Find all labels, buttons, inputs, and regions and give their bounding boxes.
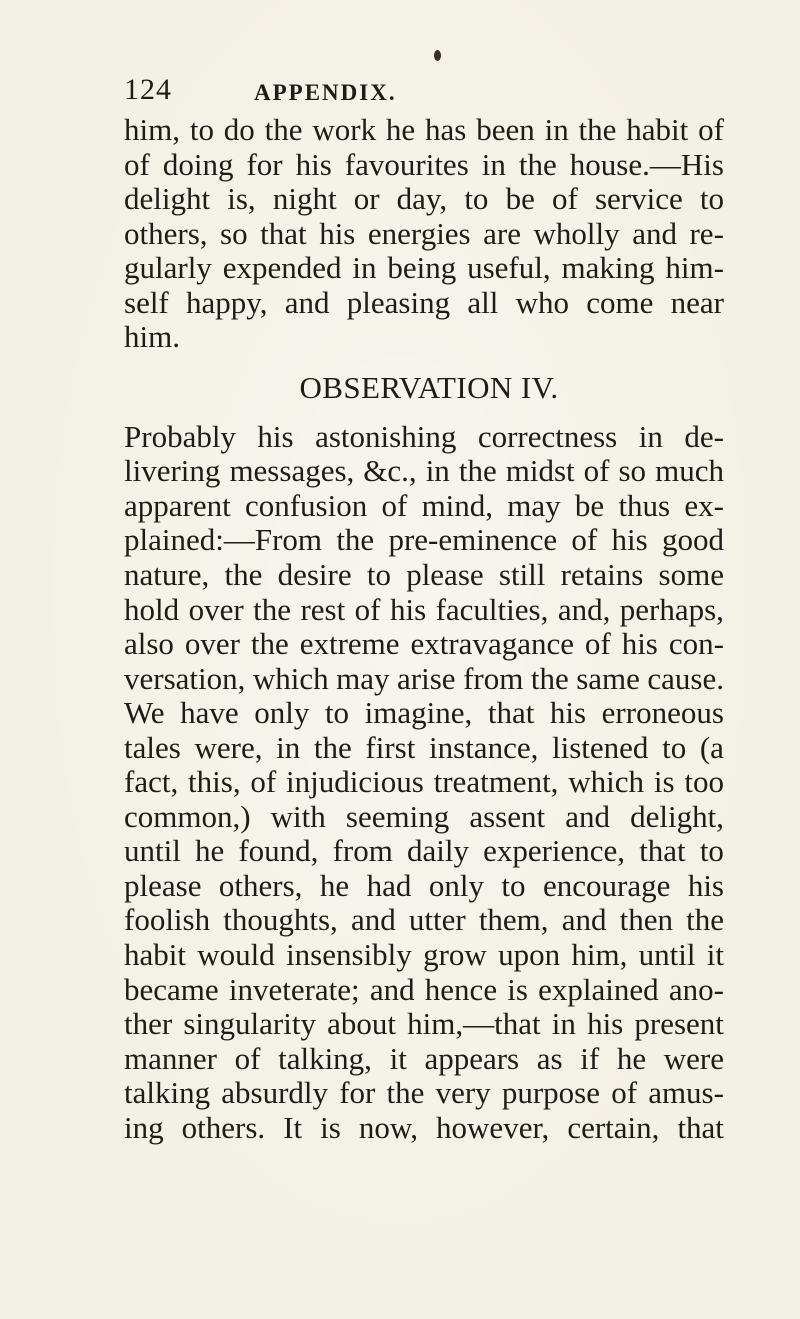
text-word: him,—that [407,1006,541,1042]
text-word: in [544,112,569,147]
text-word: his [389,591,427,627]
text-line [124,1007,724,1042]
paragraph-continuation [124,113,724,355]
text-word: amus- [648,1075,724,1111]
text-word: present [634,1006,724,1042]
text-word: talking, [278,1040,372,1076]
text-line [124,217,724,252]
text-word: perhaps, [619,591,724,627]
text-word: We [124,695,165,731]
text-word: mind, [421,487,494,523]
text-word: do [223,112,255,147]
text-word: the [224,557,263,593]
text-word: would [197,937,275,973]
text-word: doing [162,146,234,182]
text-word: pre-eminence [388,522,558,558]
text-word: much [655,453,724,489]
text-line [124,251,724,286]
text-word: work [312,112,377,147]
text-word: talking [124,1075,211,1111]
text-word: injudicious [286,764,424,800]
text-word: is [653,764,675,800]
text-line [124,869,724,904]
text-word: delight, [630,798,724,834]
text-word: de- [684,418,724,454]
text-line [124,523,724,558]
text-word: of [698,112,724,147]
text-word: others, [124,215,208,251]
text-word: this, [188,764,241,800]
text-word: to [366,557,391,593]
text-word: him, [124,112,180,147]
text-word: it [389,1040,407,1076]
text-word: for [339,1075,376,1111]
text-word: may [336,660,390,696]
text-word: fact, [124,764,179,800]
text-word: extravagance [410,626,574,662]
text-word: his [549,695,587,731]
text-word: messages, [229,453,355,489]
text-word: of [551,181,578,217]
text-word: day, [396,181,448,217]
text-word: foolish [124,902,211,938]
text-word: insensibly [286,937,412,973]
text-word: is, [227,181,256,217]
text-word: expended [222,250,342,286]
text-word: his [295,146,332,182]
text-line [124,938,724,973]
text-word: his [621,626,658,662]
text-word: manner [124,1040,217,1076]
text-word: of [583,453,610,489]
text-word: rest [300,591,346,627]
text-word: encourage [542,867,671,903]
text-word: listened [552,729,649,765]
text-line [124,731,724,766]
text-word: only [428,867,484,903]
text-word: of [234,1040,261,1076]
text-word: were [663,1040,724,1076]
text-word: re- [689,215,724,251]
text-line [124,420,724,455]
running-head-title: APPENDIX. [254,80,397,105]
text-word: habit [124,937,186,973]
text-word: utter [408,902,466,938]
text-word: the [313,729,352,765]
text-line [124,973,724,1008]
text-word: others, [218,867,303,903]
text-word: is [320,1109,341,1145]
text-word: that [260,215,307,251]
text-word: and [284,284,330,320]
text-word: of [571,522,598,558]
text-word: his [587,1006,624,1042]
text-word: were, [194,729,263,765]
text-word: desire [277,557,352,593]
text-word: his [611,522,648,558]
text-word: his [257,418,294,454]
text-word: daily [406,833,469,869]
text-word: to [662,729,687,765]
text-word: the [686,902,724,938]
text-word: and [565,798,610,834]
text-word: come [586,284,654,320]
text-word: his [319,215,356,251]
text-word: self [124,284,169,320]
text-word: singularity [183,1006,316,1042]
text-word: livering [124,453,221,489]
text-word: very [435,1075,491,1111]
text-word: and [561,902,607,938]
text-word: common,) [124,798,251,834]
text-word: and [632,215,677,251]
text-word: in [425,453,450,489]
text-word: faculties, [435,591,549,627]
text-word: night [272,181,337,217]
text-word: instance, [429,729,539,765]
text-word: the [336,522,375,558]
text-word: upon [498,937,561,973]
text-word: plained:—From [124,522,323,558]
text-word: explained [538,971,659,1007]
text-word: it [706,937,724,973]
text-word: him, [571,937,628,973]
text-word: of [250,764,277,800]
text-word: purpose [501,1075,601,1111]
text-word: making [561,250,655,286]
text-line [124,286,724,321]
text-word: first [365,729,416,765]
text-word: favourites [344,146,469,182]
text-line [124,182,724,217]
text-word: treatment, [433,764,559,800]
text-word: the [253,591,291,627]
text-word: he [616,1040,647,1076]
text-line [124,1076,724,1111]
text-word: please [124,867,202,903]
text-word: to [699,181,724,217]
text-word: useful, [467,250,551,286]
text-word: are [483,215,521,251]
text-line [124,903,724,938]
text-word: grow [423,937,487,973]
text-word: near [670,284,724,320]
text-word: con- [668,626,724,662]
text-word: &c., [363,453,417,489]
text-word: service [594,181,683,217]
text-word: erroneous [601,695,724,731]
text-word: he [385,112,416,147]
text-line [124,593,724,628]
text-word: the [264,112,303,147]
text-word: ex- [684,487,724,523]
text-word: which [568,764,645,800]
text-word: delight [124,181,211,217]
text-word: astonishing [315,418,457,454]
text-word: as [536,1040,563,1076]
text-word: house.—His [569,146,724,182]
text-word: have [180,695,239,731]
text-word: cause. [647,660,724,696]
text-word: from [463,660,524,696]
text-word: Probably [124,418,236,454]
text-word: still [498,557,546,593]
text-word: in [352,250,377,286]
text-word: in [276,729,301,765]
text-line [124,696,724,731]
text-word: the [518,146,557,182]
text-word: in [638,418,663,454]
text-word: hold [124,591,180,627]
text-line [124,765,724,800]
text-word: certain, [567,1109,660,1145]
text-word: so [220,215,248,251]
text-word: experience, [483,833,626,869]
text-word: however, [436,1109,550,1145]
text-word: the [386,1075,425,1111]
text-word: been [476,112,535,147]
text-line [124,489,724,524]
text-word: the [458,453,497,489]
text-word: nature, [124,557,210,593]
text-word: has [425,112,467,147]
text-word: in [551,1006,576,1042]
text-word: to [324,695,350,731]
text-word: thus [618,487,671,523]
text-word: tales [124,729,181,765]
text-word: appears [424,1040,520,1076]
text-word: habit [626,112,689,147]
text-word: to [189,112,214,147]
text-word: for [246,146,283,182]
text-word: thoughts, [223,902,338,938]
text-word: who [515,284,569,320]
text-word: he [194,833,225,869]
text-word: too [684,764,724,800]
text-word: confusion [244,487,368,523]
section-heading: OBSERVATION IV. [299,369,559,405]
text-word: or [353,181,380,217]
text-line [124,627,724,662]
text-word: until [638,937,696,973]
text-line [124,1111,724,1146]
text-word: all [467,284,499,320]
text-word: hence [424,971,498,1007]
text-word: It [283,1109,303,1145]
text-word: found, [238,833,319,869]
text-word: of [124,146,150,182]
text-word: happy, [186,284,268,320]
text-word: be [574,487,605,523]
text-word: good [661,522,724,558]
text-word: of [611,1075,638,1111]
text-word: to [464,181,489,217]
text-word: apparent [124,487,231,523]
text-word: of [354,591,381,627]
text-word: over [188,591,244,627]
text-word: then [619,902,673,938]
text-word: to [501,867,526,903]
text-word: he [319,867,350,903]
text-word: the [578,112,617,147]
text-word: wholly [533,215,620,251]
text-word: in [481,146,506,182]
text-word: and [350,902,396,938]
text-word: imagine, [364,695,473,731]
text-word: ing [124,1109,164,1145]
text-word: also [124,626,174,662]
text-word: that [639,833,686,869]
text-word: his [687,867,724,903]
text-word: ther [124,1006,173,1042]
text-word: seeming [345,798,450,834]
text-word: them, [478,902,549,938]
text-word: from [332,833,393,869]
text-line [124,800,724,835]
text-word: only [254,695,310,731]
text-line [124,1042,724,1077]
page-number: 124 [124,73,172,106]
text-word: gularly [124,250,212,286]
text-word: and, [557,591,611,627]
text-line [124,320,724,355]
text-word: about [327,1006,396,1042]
text-word: is [507,971,528,1007]
text-word: extreme [299,626,400,662]
text-word: ano- [668,971,724,1007]
text-word: if [580,1040,600,1076]
text-word: him- [665,250,724,286]
text-word: that [487,695,535,731]
text-word: energies [367,215,471,251]
text-line [124,558,724,593]
text-line [124,113,724,148]
text-word: and [369,971,415,1007]
text-word: others. [181,1109,266,1145]
text-word: that [677,1109,724,1145]
text-word: of [584,626,611,662]
text-word: being [387,250,457,286]
text-word: same [576,660,640,696]
text-line [124,834,724,869]
text-word: assent [469,798,546,834]
text-word: inveterate; [228,971,360,1007]
text-word: with [270,798,326,834]
text-word: had [366,867,412,903]
ink-mark [434,50,441,61]
text-word: the [250,626,289,662]
text-word: absurdly [221,1075,329,1111]
running-head [124,70,724,110]
text-word: midst [505,453,575,489]
text-word: of [381,487,408,523]
text-word: to [699,833,724,869]
text-word: arise [397,660,456,696]
text-word: over [184,626,240,662]
text-word: now, [358,1109,419,1145]
text-word: the [530,660,569,696]
text-block [124,113,724,1145]
text-word: be [505,181,535,217]
section-paragraph [124,420,724,1145]
text-word: some [658,557,724,593]
text-word: retains [560,557,644,593]
text-word: (a [699,729,724,765]
text-word: pleasing [346,284,451,320]
text-word: him. [124,319,180,355]
text-word: so [618,453,647,489]
text-word: correctness [477,418,618,454]
text-word: became [124,971,219,1007]
text-line [124,148,724,183]
text-line [124,662,724,697]
text-word: please [406,557,484,593]
text-word: versation, [124,660,246,696]
text-word: which [252,660,329,696]
text-line [124,454,724,489]
text-word: until [124,833,181,869]
text-word: may [507,487,561,523]
